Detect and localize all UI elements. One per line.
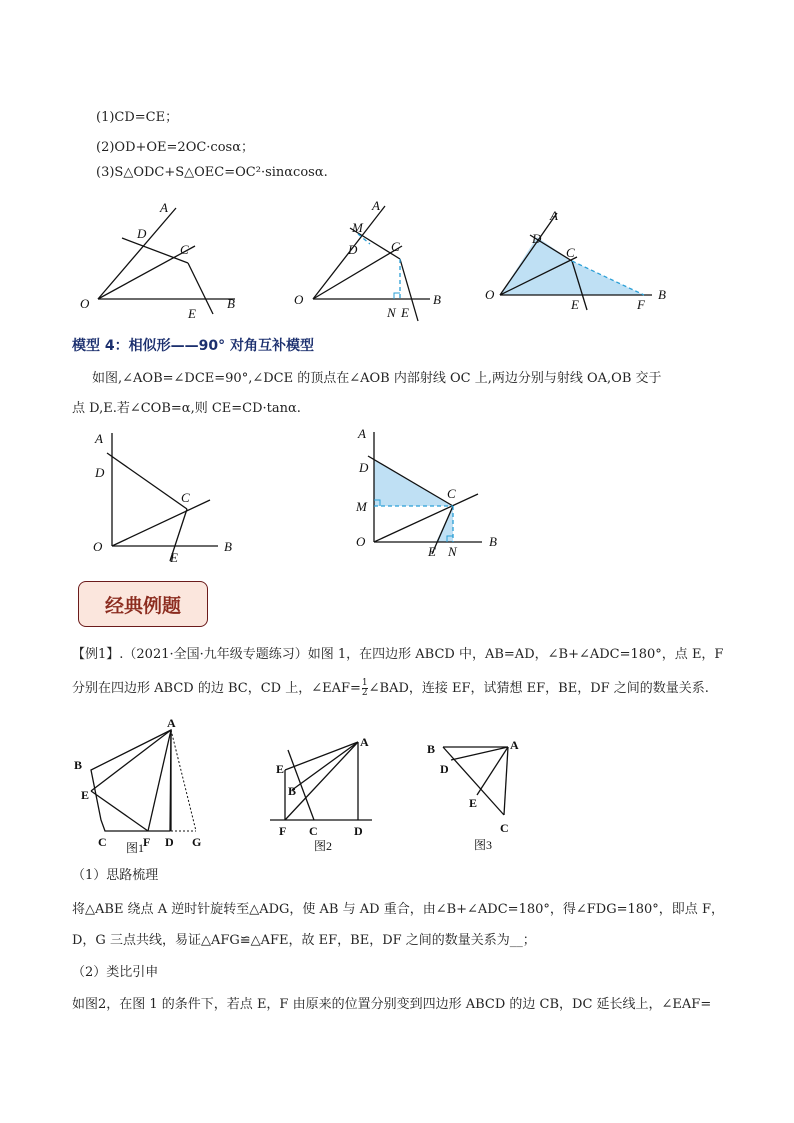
example-line-2-pre: 分别在四边形 ABCD 的边 BC，CD 上，∠EAF=	[72, 681, 361, 696]
ex3-label: A	[510, 738, 519, 752]
fig3-label: A	[550, 208, 558, 223]
fig5-label: O	[356, 534, 366, 549]
fig4-label: O	[93, 539, 103, 554]
half-fraction	[362, 679, 368, 698]
example-figure-2	[262, 728, 392, 853]
fig2-label: N	[387, 305, 396, 320]
figure-model3-basic	[70, 196, 250, 321]
figure-model3-area	[482, 205, 672, 315]
ex1-label: G	[192, 835, 202, 849]
fig5-label: M	[356, 499, 367, 514]
example-line-2-post: ∠BAD，连接 EF，试猜想 EF，BE，DF 之间的数量关系.	[368, 681, 709, 696]
ex3-label: D	[440, 762, 449, 776]
model4-desc-2: 点 D,E.若∠COB=α,则 CE=CD·tanα.	[72, 401, 301, 416]
fig5-label: D	[359, 460, 369, 475]
fig5-label: N	[448, 544, 457, 559]
part2-title: （2）类比引申	[72, 965, 159, 980]
conclusion-1: (1)CD=CE；	[96, 110, 179, 125]
ex2-label: D	[354, 824, 363, 838]
fig4-label: E	[170, 550, 178, 565]
fig5-label: C	[447, 486, 456, 501]
example-figure-1	[68, 710, 208, 855]
fig4-label: C	[181, 490, 190, 505]
figure-model4-heights	[350, 422, 515, 562]
ex1-label: F	[143, 835, 151, 849]
fraction-denominator: 2	[361, 688, 368, 698]
fig2-label: A	[372, 198, 380, 213]
figure-model3-heights	[290, 196, 460, 326]
conclusion-2: (2)OD+OE=2OC·cosα；	[96, 140, 254, 155]
ex1-caption: 图1	[126, 841, 145, 855]
fig3-label: D	[532, 231, 542, 246]
ex1-label: C	[98, 835, 107, 849]
ex2-label: F	[279, 824, 287, 838]
fig2-label: D	[348, 242, 358, 257]
fig1-label: E	[188, 306, 196, 321]
ex3-label: C	[500, 821, 509, 835]
fig2-label: E	[401, 305, 409, 320]
model4-title: 模型 4：相似形——90° 对角互补模型	[72, 338, 314, 354]
fig2-label: O	[294, 292, 304, 307]
fig4-label: D	[95, 465, 105, 480]
part1-title: （1）思路梳理	[72, 868, 159, 883]
ex1-label: D	[165, 835, 174, 849]
example-line-1: 【例1】.（2021·全国·九年级专题练习）如图 1，在四边形 ABCD 中，AB=AD，∠B+∠ADC=180°，点 E，F	[72, 647, 724, 662]
ex1-label: E	[81, 788, 90, 802]
ex2-label: E	[276, 762, 285, 776]
ex3-label: E	[469, 796, 478, 810]
fig1-label: D	[137, 226, 147, 241]
fig1-label: B	[227, 296, 235, 311]
fig3-label: E	[571, 297, 579, 312]
part2-line-1: 如图2，在图 1 的条件下，若点 E，F 由原来的位置分别变到四边形 ABCD 的边 CB，DC 延长线上，∠EAF=	[72, 997, 712, 1012]
ex1-label: A	[167, 716, 176, 730]
conclusion-3: (3)S△ODC+S△OEC=OC²·sinαcosα.	[96, 165, 328, 180]
ex2-label: C	[309, 824, 318, 838]
example-figure-3	[422, 735, 532, 855]
ex1-label: B	[74, 758, 83, 772]
ex2-label: A	[360, 735, 369, 749]
example-line-2	[72, 677, 709, 698]
fig1-label: C	[180, 242, 189, 257]
ex3-caption: 图3	[474, 838, 493, 852]
part1-line-2: D，G 三点共线，易证△AFG≌△AFE，故 EF，BE，DF 之间的数量关系为__；	[72, 933, 536, 948]
ex2-label: B	[288, 784, 297, 798]
fig3-label: O	[485, 287, 495, 302]
fig1-label: A	[160, 200, 168, 215]
fraction-numerator: 1	[361, 678, 368, 688]
fig4-label: A	[95, 431, 103, 446]
model4-desc-1: 如图,∠AOB=∠DCE=90°,∠DCE 的顶点在∠AOB 内部射线 OC 上,两边分别与射线 OA,OB 交于	[92, 371, 662, 386]
fig3-label: F	[637, 297, 645, 312]
fig5-label: A	[358, 426, 366, 441]
fig5-label: B	[489, 534, 497, 549]
fig2-label: C	[391, 239, 400, 254]
section-badge: 经典例题	[78, 581, 208, 627]
part1-line-1: 将△ABE 绕点 A 逆时针旋转至△ADG，使 AB 与 AD 重合，由∠B+∠ADC=180°，得∠FDG=180°，即点 F，	[72, 902, 724, 917]
fig2-label: B	[433, 292, 441, 307]
fig3-label: C	[566, 245, 575, 260]
fig1-label: O	[80, 296, 90, 311]
fig5-label: E	[428, 544, 436, 559]
figure-model4-basic	[85, 425, 250, 565]
fig2-label: M	[352, 220, 363, 235]
fig3-label: B	[658, 287, 666, 302]
ex3-label: B	[427, 742, 436, 756]
fig4-label: B	[224, 539, 232, 554]
ex2-caption: 图2	[314, 839, 333, 853]
